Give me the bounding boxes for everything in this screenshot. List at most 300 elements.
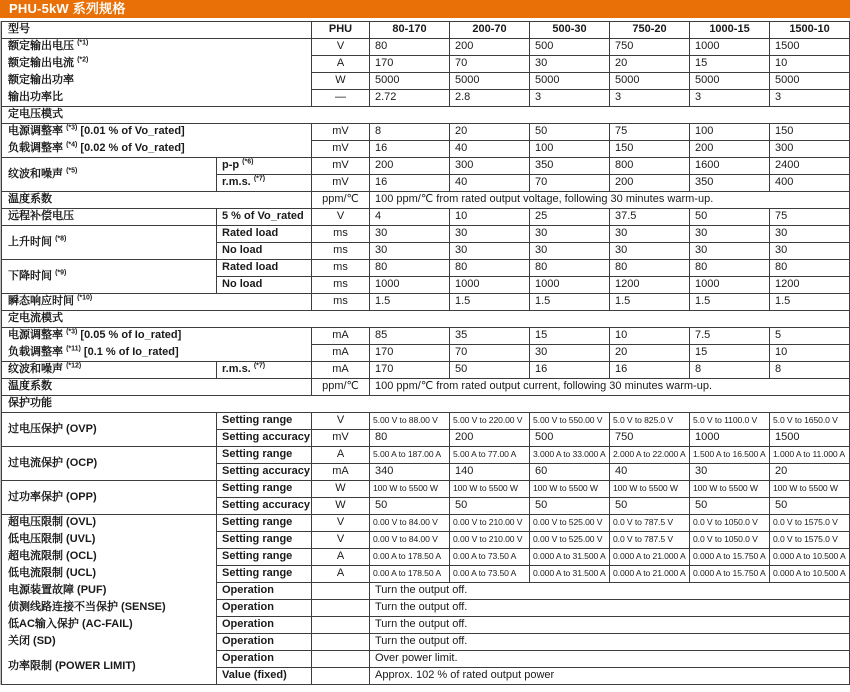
value-cell: 2.8 [450, 90, 530, 107]
spec-sublabel: Setting range [217, 481, 312, 498]
value-cell: 170 [370, 345, 450, 362]
value-cell: 5.00 A to 187.00 A [370, 447, 450, 464]
value-cell: 340 [370, 464, 450, 481]
spec-row [2, 600, 850, 617]
value-cell: 200 [450, 39, 530, 56]
value-cell: 80 [370, 430, 450, 447]
value-cell: 10 [610, 328, 690, 345]
unit-cell [312, 634, 370, 651]
merged-value-cell: Approx. 102 % of rated output power [370, 668, 850, 685]
value-cell: 1.5 [690, 294, 770, 311]
value-cell: 5.00 A to 77.00 A [450, 447, 530, 464]
spec-label-text: 温度系数 [8, 193, 52, 206]
spec-sublabel: Operation [217, 634, 312, 651]
spec-row [2, 447, 850, 464]
spec-row [2, 362, 850, 379]
unit-cell: — [312, 90, 370, 107]
spec-sublabel: r.m.s. $^{(*7)}$ [217, 175, 312, 192]
page-title: PHU-5kW 系列规格 [0, 0, 850, 18]
unit-cell: A [312, 56, 370, 73]
spec-sublabel: Setting accuracy [217, 498, 312, 515]
value-cell: 170 [370, 56, 450, 73]
spec-row [2, 124, 850, 141]
value-cell: 1000 [690, 430, 770, 447]
footnote-ref: (*5) [66, 167, 78, 175]
unit-cell [312, 600, 370, 617]
value-cell: 0.00 V to 210.00 V [450, 532, 530, 549]
section-header: 定电流模式 [2, 311, 850, 328]
value-cell: 0.0 V to 787.5 V [610, 532, 690, 549]
spec-row [2, 39, 850, 56]
spec-label-text: 额定输出功率 [8, 74, 74, 87]
spec-label-text: 电源调整率 [8, 329, 63, 342]
spec-row [2, 192, 850, 209]
value-cell: 20 [450, 124, 530, 141]
spec-table-body [2, 22, 850, 685]
spec-sublabel: Rated load [217, 260, 312, 277]
header-row [2, 22, 850, 39]
value-cell: 5000 [530, 73, 610, 90]
spec-label-text: 输出功率比 [8, 90, 63, 103]
spec-label-text: 低电流限制 (UCL) [8, 567, 96, 580]
value-cell: 0.000 A to 10.500 A [770, 566, 850, 583]
spec-table [1, 21, 850, 685]
value-cell: 5.00 V to 550.00 V [530, 413, 610, 430]
unit-cell [312, 651, 370, 668]
value-cell: 50 [530, 124, 610, 141]
value-cell: 30 [770, 243, 850, 260]
value-cell: 30 [690, 464, 770, 481]
value-cell: 37.5 [610, 209, 690, 226]
spec-sublabel: Operation [217, 617, 312, 634]
value-cell: 1.5 [610, 294, 690, 311]
spec-sublabel: 5 % of Vo_rated [217, 209, 312, 226]
value-cell: 15 [530, 328, 610, 345]
value-cell: 1200 [770, 277, 850, 294]
value-cell: 50 [450, 498, 530, 515]
value-cell: 100 W to 5500 W [530, 481, 610, 498]
value-cell: 7.5 [690, 328, 770, 345]
spec-label [2, 226, 217, 260]
value-cell: 75 [770, 209, 850, 226]
spec-label-text: 超电流限制 (OCL) [8, 550, 97, 563]
value-cell: 100 W to 5500 W [450, 481, 530, 498]
spec-label [2, 532, 217, 549]
value-cell: 100 W to 5500 W [370, 481, 450, 498]
value-cell: 0.00 V to 210.00 V [450, 515, 530, 532]
spec-label-text: 电源装置故障 (PUF) [8, 584, 107, 597]
value-cell: 16 [370, 175, 450, 192]
unit-cell: ms [312, 226, 370, 243]
unit-cell: V [312, 39, 370, 56]
footnote-ref: (*7) [253, 175, 266, 183]
unit-cell: A [312, 447, 370, 464]
unit-cell: ppm/℃ [312, 192, 370, 209]
value-cell: 0.000 A to 15.750 A [690, 549, 770, 566]
spec-label-text: 侦测线路连接不当保护 (SENSE) [8, 601, 166, 614]
value-cell: 80 [690, 260, 770, 277]
value-cell: 200 [690, 141, 770, 158]
spec-label-text: 下降时间 [8, 269, 52, 282]
value-cell: 5.0 V to 1650.0 V [770, 413, 850, 430]
spec-sublabel: r.m.s. $^{(*7)}$ [217, 362, 312, 379]
unit-cell: mA [312, 345, 370, 362]
spec-label [2, 600, 217, 617]
value-cell: 100 W to 5500 W [690, 481, 770, 498]
value-cell: 0.000 A to 31.500 A [530, 566, 610, 583]
unit-cell: A [312, 566, 370, 583]
value-cell: 300 [450, 158, 530, 175]
unit-cell: mA [312, 464, 370, 481]
spec-label-text: 低AC输入保护 (AC-FAIL) [8, 618, 133, 631]
spec-row [2, 549, 850, 566]
value-cell: 2.000 A to 22.000 A [610, 447, 690, 464]
unit-cell: W [312, 481, 370, 498]
spec-sublabel: Setting range [217, 515, 312, 532]
spec-label-text: 低电压限制 (UVL) [8, 533, 96, 546]
value-cell: 75 [610, 124, 690, 141]
unit-cell: V [312, 532, 370, 549]
value-cell: 100 W to 5500 W [610, 481, 690, 498]
value-cell: 0.0 V to 1575.0 V [770, 532, 850, 549]
value-cell: 2400 [770, 158, 850, 175]
spec-row [2, 158, 850, 175]
unit-cell [312, 583, 370, 600]
value-cell: 20 [770, 464, 850, 481]
spec-label [2, 617, 217, 634]
value-cell: 30 [530, 56, 610, 73]
spec-label [2, 549, 217, 566]
merged-value-cell: Turn the output off. [370, 634, 850, 651]
value-cell: 80 [770, 260, 850, 277]
value-cell: 500 [530, 430, 610, 447]
value-cell: 15 [690, 56, 770, 73]
value-cell: 200 [370, 158, 450, 175]
unit-cell: W [312, 498, 370, 515]
spec-label-text: 关闭 (SD) [8, 635, 56, 648]
unit-cell: A [312, 549, 370, 566]
unit-cell: V [312, 413, 370, 430]
spec-row [2, 413, 850, 430]
merged-value-cell: Turn the output off. [370, 617, 850, 634]
spec-label-text: 功率限制 (POWER LIMIT) [8, 660, 136, 673]
spec-label [2, 634, 217, 651]
value-cell: 85 [370, 328, 450, 345]
value-cell: 1.000 A to 11.000 A [770, 447, 850, 464]
value-cell: 8 [370, 124, 450, 141]
value-cell: 30 [530, 226, 610, 243]
unit-cell: ms [312, 294, 370, 311]
value-cell: 0.00 A to 73.50 A [450, 566, 530, 583]
section-header: 保护功能 [2, 396, 850, 413]
spec-label: 负载调整率 $^{(*4)}$ [0.02 % of Vo_rated] [2, 141, 312, 158]
column-header-model: 型号 [2, 22, 312, 39]
value-cell: 3.000 A to 33.000 A [530, 447, 610, 464]
spec-row [2, 209, 850, 226]
spec-label [2, 158, 217, 192]
value-cell: 1000 [690, 39, 770, 56]
spec-label: 负载调整率 $^{(*11)}$ [0.1 % of Io_rated] [2, 345, 312, 362]
value-cell: 3 [690, 90, 770, 107]
value-cell: 0.0 V to 787.5 V [610, 515, 690, 532]
footnote-ref: (*4) [66, 141, 78, 149]
spec-sublabel: No load [217, 243, 312, 260]
spec-label-text: 额定输出电流 [8, 57, 74, 70]
spec-row [2, 141, 850, 158]
spec-sublabel: No load [217, 277, 312, 294]
value-cell: 350 [690, 175, 770, 192]
value-cell: 50 [370, 498, 450, 515]
spec-label-text: 电源调整率 [8, 125, 63, 138]
value-cell: 500 [530, 39, 610, 56]
unit-cell [312, 668, 370, 685]
spec-label [2, 413, 217, 447]
value-cell: 200 [450, 430, 530, 447]
value-cell: 16 [370, 141, 450, 158]
spec-label [2, 39, 312, 56]
section-row [2, 107, 850, 124]
column-header-model-name: 200-70 [450, 22, 530, 39]
value-cell: 0.0 V to 1575.0 V [770, 515, 850, 532]
value-cell: 16 [610, 362, 690, 379]
unit-cell: V [312, 515, 370, 532]
spec-sublabel: Setting range [217, 413, 312, 430]
unit-cell: V [312, 209, 370, 226]
value-cell: 30 [530, 345, 610, 362]
value-cell: 25 [530, 209, 610, 226]
value-cell: 5.0 V to 1100.0 V [690, 413, 770, 430]
value-cell: 2.72 [370, 90, 450, 107]
unit-cell: mA [312, 362, 370, 379]
spec-sublabel: Setting range [217, 566, 312, 583]
spec-row [2, 515, 850, 532]
value-cell: 10 [450, 209, 530, 226]
merged-value-cell: Over power limit. [370, 651, 850, 668]
value-cell: 10 [770, 56, 850, 73]
value-cell: 70 [450, 56, 530, 73]
value-cell: 80 [610, 260, 690, 277]
spec-label: 电源调整率 $^{(*3)}$ [0.05 % of Io_rated] [2, 328, 312, 345]
value-cell: 30 [370, 243, 450, 260]
spec-label [2, 515, 217, 532]
value-cell: 1500 [770, 430, 850, 447]
value-cell: 100 W to 5500 W [770, 481, 850, 498]
spec-sublabel: Setting accuracy [217, 430, 312, 447]
spec-label-text: 负载调整率 [8, 141, 63, 154]
unit-cell: mA [312, 328, 370, 345]
section-row [2, 396, 850, 413]
value-cell: 800 [610, 158, 690, 175]
value-cell: 1600 [690, 158, 770, 175]
merged-value-cell: Turn the output off. [370, 583, 850, 600]
section-row [2, 311, 850, 328]
spec-sheet [0, 21, 850, 685]
unit-cell: mV [312, 141, 370, 158]
spec-row [2, 260, 850, 277]
spec-row [2, 226, 850, 243]
value-cell: 170 [370, 362, 450, 379]
spec-label [2, 362, 217, 379]
unit-cell: ms [312, 243, 370, 260]
spec-row [2, 583, 850, 600]
value-cell: 3 [770, 90, 850, 107]
footnote-ref: (*2) [77, 56, 89, 64]
spec-label [2, 481, 217, 515]
spec-label-text: 负载调整率 [8, 345, 63, 358]
value-cell: 50 [690, 498, 770, 515]
column-header-model-name: 1000-15 [690, 22, 770, 39]
column-header-model-name: 1500-10 [770, 22, 850, 39]
value-cell: 80 [370, 39, 450, 56]
value-cell: 4 [370, 209, 450, 226]
value-cell: 50 [690, 209, 770, 226]
value-cell: 5 [770, 328, 850, 345]
value-cell: 5.00 V to 88.00 V [370, 413, 450, 430]
value-cell: 1000 [530, 277, 610, 294]
spec-row [2, 56, 850, 73]
spec-label [2, 379, 312, 396]
value-cell: 20 [610, 56, 690, 73]
value-cell: 16 [530, 362, 610, 379]
footnote-ref: (*1) [77, 39, 89, 47]
value-cell: 30 [450, 243, 530, 260]
spec-label [2, 192, 312, 209]
spec-label [2, 209, 217, 226]
value-cell: 50 [450, 362, 530, 379]
value-cell: 0.00 A to 178.50 A [370, 549, 450, 566]
column-header-model-name: 750-20 [610, 22, 690, 39]
spec-row [2, 345, 850, 362]
value-cell: 750 [610, 39, 690, 56]
footnote-ref: (*12) [66, 362, 82, 370]
unit-cell: mV [312, 175, 370, 192]
spec-label-text: 过电压保护 (OVP) [8, 422, 97, 435]
spec-sublabel: Setting range [217, 532, 312, 549]
value-cell: 0.00 V to 84.00 V [370, 532, 450, 549]
value-cell: 1000 [450, 277, 530, 294]
footnote-ref: (*10) [77, 294, 93, 302]
column-header-unit: PHU [312, 22, 370, 39]
value-cell: 30 [450, 226, 530, 243]
value-cell: 80 [450, 260, 530, 277]
spec-label [2, 294, 312, 311]
value-cell: 1500 [770, 39, 850, 56]
spec-sublabel: Operation [217, 583, 312, 600]
spec-label-text: 纹波和噪声 [8, 363, 63, 376]
spec-label-text: 过功率保护 (OPP) [8, 490, 97, 503]
spec-label-text: 上升时间 [8, 235, 52, 248]
value-cell: 400 [770, 175, 850, 192]
unit-cell: mV [312, 430, 370, 447]
value-cell: 100 [530, 141, 610, 158]
value-cell: 100 [690, 124, 770, 141]
value-cell: 0.000 A to 10.500 A [770, 549, 850, 566]
value-cell: 50 [610, 498, 690, 515]
value-cell: 0.00 A to 178.50 A [370, 566, 450, 583]
value-cell: 70 [450, 345, 530, 362]
spec-sublabel: Rated load [217, 226, 312, 243]
value-cell: 0.0 V to 1050.0 V [690, 532, 770, 549]
merged-value-cell: Turn the output off. [370, 600, 850, 617]
value-cell: 35 [450, 328, 530, 345]
unit-cell: mV [312, 158, 370, 175]
value-cell: 1000 [690, 277, 770, 294]
unit-cell: ms [312, 260, 370, 277]
spec-row [2, 566, 850, 583]
spec-row [2, 634, 850, 651]
spec-row [2, 617, 850, 634]
spec-label [2, 260, 217, 294]
value-cell: 70 [530, 175, 610, 192]
value-cell: 1200 [610, 277, 690, 294]
column-header-model-name: 500-30 [530, 22, 610, 39]
value-cell: 0.000 A to 31.500 A [530, 549, 610, 566]
value-cell: 0.000 A to 21.000 A [610, 566, 690, 583]
spec-sublabel: Operation [217, 600, 312, 617]
value-cell: 5000 [370, 73, 450, 90]
value-cell: 0.00 V to 84.00 V [370, 515, 450, 532]
spec-label-text: 超电压限制 (OVL) [8, 516, 96, 529]
value-cell: 0.00 V to 525.00 V [530, 532, 610, 549]
value-cell: 20 [610, 345, 690, 362]
spec-sublabel: p-p $^{(*6)}$ [217, 158, 312, 175]
spec-label-text: 瞬态响应时间 [8, 295, 74, 308]
spec-row [2, 328, 850, 345]
value-cell: 40 [450, 175, 530, 192]
value-cell: 80 [370, 260, 450, 277]
spec-label-text: 额定输出电压 [8, 40, 74, 53]
value-cell: 5000 [690, 73, 770, 90]
value-cell: 350 [530, 158, 610, 175]
value-cell: 0.0 V to 1050.0 V [690, 515, 770, 532]
value-cell: 10 [770, 345, 850, 362]
footnote-ref: (*3) [66, 328, 78, 336]
spec-row [2, 90, 850, 107]
value-cell: 50 [770, 498, 850, 515]
spec-label [2, 90, 312, 107]
value-cell: 0.00 V to 525.00 V [530, 515, 610, 532]
value-cell: 15 [690, 345, 770, 362]
value-cell: 60 [530, 464, 610, 481]
value-cell: 30 [530, 243, 610, 260]
footnote-ref: (*6) [242, 158, 254, 166]
value-cell: 5000 [610, 73, 690, 90]
value-cell: 80 [530, 260, 610, 277]
spec-row [2, 294, 850, 311]
spec-row [2, 379, 850, 396]
value-cell: 0.000 A to 21.000 A [610, 549, 690, 566]
value-cell: 0.00 A to 73.50 A [450, 549, 530, 566]
merged-value-cell: 100 ppm/℃ from rated output voltage, following 30 minutes warm-up. [370, 192, 850, 209]
unit-cell: W [312, 73, 370, 90]
spec-sublabel: Operation [217, 651, 312, 668]
value-cell: 0.000 A to 15.750 A [690, 566, 770, 583]
footnote-ref: (*9) [55, 269, 67, 277]
value-cell: 30 [610, 243, 690, 260]
spec-label-text: 过电流保护 (OCP) [8, 456, 98, 469]
value-cell: 1.5 [450, 294, 530, 311]
value-cell: 1.5 [770, 294, 850, 311]
value-cell: 3 [610, 90, 690, 107]
footnote-ref: (*8) [55, 235, 67, 243]
spec-sublabel: Value (fixed) [217, 668, 312, 685]
spec-label-text: 纹波和噪声 [8, 167, 63, 180]
value-cell: 1.5 [370, 294, 450, 311]
spec-label [2, 583, 217, 600]
spec-label: 电源调整率 $^{(*3)}$ [0.01 % of Vo_rated] [2, 124, 312, 141]
spec-row [2, 651, 850, 668]
footnote-ref: (*11) [66, 345, 81, 353]
